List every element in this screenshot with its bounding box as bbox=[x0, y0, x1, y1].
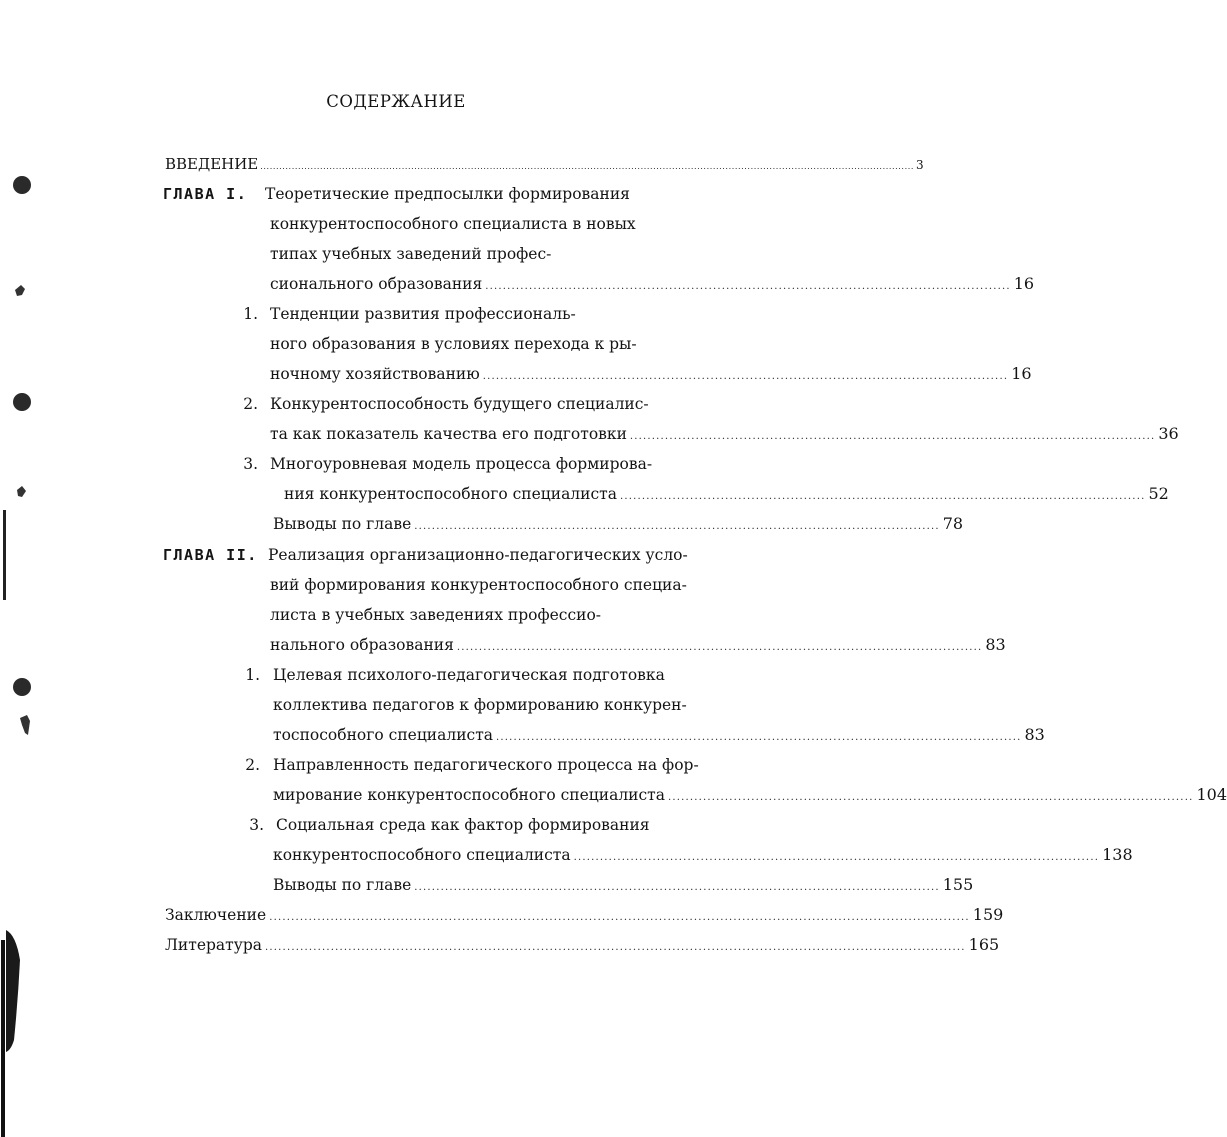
leader-dots: ........................................................................................................................ bbox=[485, 281, 1011, 292]
section-number: 1. bbox=[245, 666, 260, 684]
section-number: 3. bbox=[249, 816, 264, 834]
toc-page-number: 36 bbox=[1158, 424, 1179, 443]
leader-dots: ........................................................................................................................ bbox=[620, 491, 1146, 502]
scan-artifacts bbox=[0, 0, 60, 1137]
chapter-2-title-line-4: нального образования bbox=[270, 636, 454, 654]
ink-mark-2 bbox=[17, 486, 26, 497]
section-2-2-line-2: мирование конкурентоспособного специалиста bbox=[273, 786, 665, 804]
section-number: 2. bbox=[245, 756, 260, 774]
binding-shadow bbox=[6, 930, 20, 1052]
chapter-2-title-line-2: вий формирования конкурентоспособного специа- bbox=[270, 576, 687, 594]
toc-entry-chapter-2-summary[interactable] bbox=[273, 875, 974, 898]
toc-page-number: 159 bbox=[972, 905, 1004, 924]
toc-page-number: 104 bbox=[1196, 785, 1227, 804]
toc-page-number: 83 bbox=[985, 635, 1006, 654]
chapter-2-summary-label: Выводы по главе bbox=[273, 876, 412, 894]
toc-page-number: 155 bbox=[942, 875, 974, 894]
toc-page-number: 52 bbox=[1148, 484, 1169, 503]
section-2-1-line-3: тоспособного специалиста bbox=[273, 726, 494, 744]
section-1-1-line-1: Тенденции развития профессиональ- bbox=[270, 305, 576, 323]
conclusion-label: Заключение bbox=[165, 906, 267, 924]
chapter-2-title-line-1: Реализация организационно-педагогических усло- bbox=[268, 546, 688, 564]
literature-label: Литература bbox=[165, 936, 263, 954]
toc-page-number: 16 bbox=[1013, 274, 1035, 293]
chapter-2-title-line-3: листа в учебных заведениях профессио- bbox=[270, 606, 602, 624]
binding-edge bbox=[1, 940, 5, 1137]
section-1-1-line-2: ного образования в условиях перехода к ры- bbox=[270, 335, 637, 353]
binder-hole-2 bbox=[13, 393, 31, 411]
toc-entry-chapter-1-summary[interactable] bbox=[273, 514, 964, 537]
chapter-1-title-line-2: конкурентоспособного специалиста в новых bbox=[270, 215, 636, 233]
toc-entry-section-2-1[interactable] bbox=[273, 725, 1045, 748]
leader-dots: ........................................................................................................................ bbox=[629, 431, 1156, 442]
toc-page-number: 3 bbox=[916, 158, 924, 172]
binder-hole-1 bbox=[13, 176, 31, 194]
section-2-2-line-1: Направленность педагогического процесса на фор- bbox=[273, 756, 699, 774]
leader-dots: ........................................................................................................................ bbox=[456, 642, 983, 653]
binder-hole-3 bbox=[13, 678, 31, 696]
section-1-3-line-1: Многоуровневая модель процесса формирова- bbox=[270, 455, 653, 473]
toc-page-number: 16 bbox=[1011, 364, 1032, 383]
toc-entry-chapter-1[interactable] bbox=[270, 274, 1035, 297]
toc-page-number: 138 bbox=[1102, 845, 1133, 864]
ink-mark-1 bbox=[15, 285, 25, 296]
leader-dots: ........................................................................................................................ bbox=[496, 732, 1022, 743]
leader-dots: ........................................................................................................................ bbox=[573, 852, 1100, 863]
section-number: 1. bbox=[243, 305, 258, 323]
chapter-2-label: ГЛАВА II. bbox=[163, 546, 258, 564]
chapter-1-title-line-3: типах учебных заведений профес- bbox=[270, 245, 552, 263]
toc-page-number: 78 bbox=[942, 514, 964, 533]
page-title: СОДЕРЖАНИЕ bbox=[326, 92, 466, 111]
toc-entry-section-2-3[interactable] bbox=[273, 845, 1133, 868]
leader-dots: ................................................................................................................................................................ bbox=[269, 912, 970, 923]
section-1-2-line-1: Конкурентоспособность будущего специалис- bbox=[270, 395, 649, 413]
toc-entry-intro[interactable] bbox=[165, 154, 924, 177]
leader-dots: ........................................................................................................................ bbox=[414, 521, 940, 532]
toc-entry-literature[interactable] bbox=[165, 935, 1000, 958]
leader-dots: ........................................................................................................................ bbox=[414, 882, 940, 893]
toc-entry-label: ВВЕДЕНИЕ bbox=[165, 155, 259, 173]
toc-entry-section-2-2[interactable] bbox=[273, 785, 1227, 808]
toc-entry-conclusion[interactable] bbox=[165, 905, 1004, 928]
section-2-3-line-1: Социальная среда как фактор формирования bbox=[276, 816, 650, 834]
toc-entry-section-1-2[interactable] bbox=[270, 424, 1179, 447]
section-number: 2. bbox=[243, 395, 258, 413]
chapter-1-title-line-4: сионального образования bbox=[270, 275, 483, 293]
leader-dots: ........................................................................................................................ bbox=[668, 792, 1194, 803]
section-2-1-line-1: Целевая психолого-педагогическая подготовка bbox=[273, 666, 665, 684]
section-2-3-line-2: конкурентоспособного специалиста bbox=[273, 846, 571, 864]
section-1-2-line-2: та как показатель качества его подготовки bbox=[270, 425, 627, 443]
chapter-1-summary-label: Выводы по главе bbox=[273, 515, 412, 533]
toc-entry-section-1-3[interactable] bbox=[284, 484, 1169, 507]
toc-page-number: 83 bbox=[1024, 725, 1045, 744]
section-1-3-line-2: ния конкурентоспособного специалиста bbox=[284, 485, 617, 503]
section-1-1-line-3: ночному хозяйствованию bbox=[270, 365, 480, 383]
toc-entry-section-1-1[interactable] bbox=[270, 364, 1032, 387]
toc-entry-chapter-2[interactable] bbox=[270, 635, 1006, 658]
leader-dots: ........................................................................................................................ bbox=[482, 371, 1009, 382]
ink-mark-3 bbox=[20, 715, 30, 735]
section-2-1-line-2: коллектива педагогов к формированию конкурен- bbox=[273, 696, 687, 714]
binding-stripe bbox=[3, 510, 6, 600]
leader-dots: ................................................................................................................................................................................................................ bbox=[260, 162, 915, 171]
toc-page-number: 165 bbox=[968, 935, 1000, 954]
section-number: 3. bbox=[243, 455, 258, 473]
leader-dots: ................................................................................................................................................................ bbox=[265, 942, 966, 953]
chapter-1-label: ГЛАВА I. bbox=[163, 185, 248, 203]
chapter-1-title-line-1: Теоретические предпосылки формирования bbox=[265, 185, 630, 203]
